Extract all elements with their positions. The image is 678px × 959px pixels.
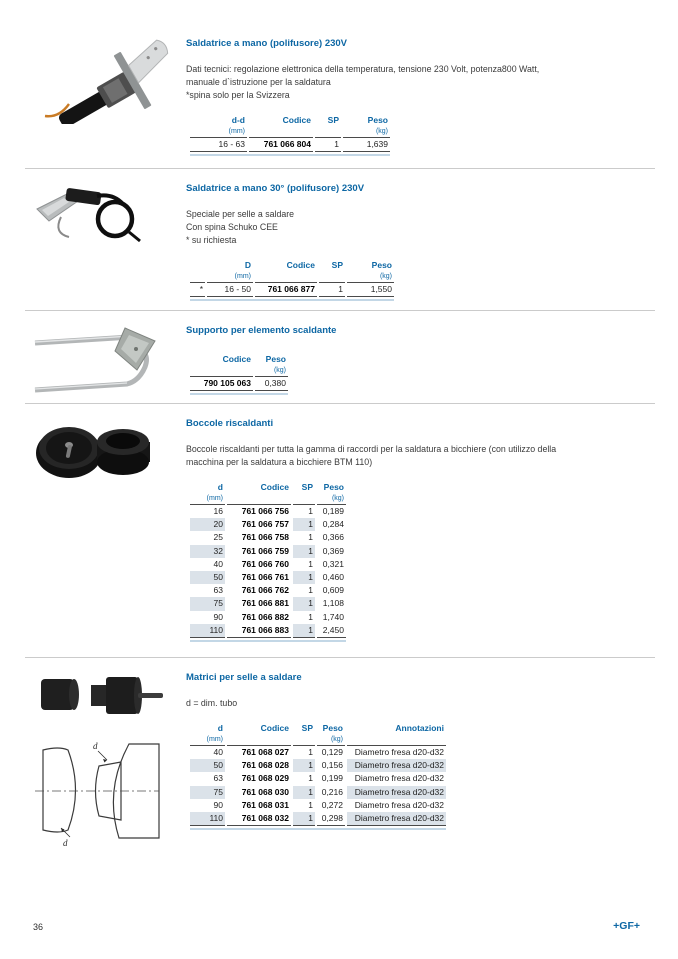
column-unit: (kg)	[346, 270, 394, 283]
table-cell: *	[190, 283, 206, 297]
column-header: Peso	[342, 112, 390, 125]
table-cell: 90	[213, 799, 223, 810]
column-header: Peso	[316, 479, 346, 492]
table-cell: 63	[213, 585, 223, 596]
description-line: *spina solo per la Svizzera	[186, 90, 290, 100]
column-header: Codice	[226, 720, 292, 733]
section-description	[186, 208, 655, 247]
table-cell: 1	[292, 597, 316, 610]
section-divider	[25, 657, 655, 658]
table-cell: 110	[190, 624, 226, 638]
table-cell: 1	[292, 772, 316, 785]
table-cell: 0,380	[254, 377, 288, 391]
section-content	[186, 670, 655, 854]
table-row	[190, 759, 446, 772]
section-description	[186, 697, 655, 710]
table-units-row	[190, 270, 394, 283]
table-cell: 0,609	[316, 584, 346, 597]
table-row	[190, 545, 346, 558]
section-boccole	[25, 416, 655, 642]
table-cell: 40	[213, 558, 223, 569]
brand-logo: +GF+	[613, 920, 640, 932]
table-cell: 761 066 758	[226, 531, 292, 544]
section-divider	[25, 310, 655, 311]
column-unit: (mm)	[206, 270, 254, 283]
section-description	[186, 443, 655, 469]
table-header-row	[190, 351, 288, 364]
table-cell: 0,321	[316, 558, 346, 571]
table-row	[190, 558, 346, 571]
table-cell: 761 066 804	[248, 138, 314, 152]
table-cell: 0,284	[316, 518, 346, 531]
table-bottom-accent-rule	[190, 154, 390, 156]
column-header: SP	[292, 720, 316, 733]
table-cell: 25	[213, 532, 223, 543]
table-header-row	[190, 257, 394, 270]
table-header-row	[190, 479, 346, 492]
table-cell: 1,550	[346, 283, 394, 297]
table-row	[190, 571, 346, 584]
table-cell: 1	[292, 584, 316, 597]
column-header: Codice	[222, 354, 251, 364]
table-cell: 0,366	[316, 531, 346, 544]
matrici-photo	[33, 670, 186, 722]
tool30-photo	[33, 181, 186, 247]
table-cell: 1	[292, 518, 316, 531]
column-header: SP	[292, 479, 316, 492]
table-cell: 90	[213, 611, 223, 622]
section-saldatrice-mano	[25, 36, 655, 156]
section-content	[186, 181, 655, 301]
table-cell: 63	[213, 773, 223, 784]
table-cell: 761 068 027	[226, 746, 292, 760]
product-image-column	[25, 670, 186, 854]
table-cell: Diametro fresa d20-d32	[346, 812, 446, 826]
table-cell: 1,740	[316, 611, 346, 624]
table-cell: Diametro fresa d20-d32	[346, 759, 446, 772]
table-cell: 50	[190, 759, 226, 772]
table-cell: 761 066 756	[226, 505, 292, 519]
product-table	[190, 257, 394, 297]
polyfuser-photo	[33, 36, 186, 124]
table-cell: 761 066 759	[226, 545, 292, 558]
section-divider	[25, 403, 655, 404]
table-cell: 0,156	[316, 759, 346, 772]
table-cell: 761 068 031	[226, 799, 292, 812]
product-image-column	[25, 323, 186, 399]
table-units-row	[190, 492, 346, 505]
table-cell: 1	[292, 531, 316, 544]
table-cell: 1	[292, 746, 316, 760]
product-table-wrap	[190, 112, 390, 156]
product-table	[190, 720, 446, 826]
section-title: Matrici per selle a saldare	[186, 672, 302, 683]
table-cell: 761 066 760	[226, 558, 292, 571]
table-cell: 1	[314, 138, 342, 152]
table-bottom-accent-rule	[190, 393, 288, 395]
column-unit: (kg)	[342, 125, 390, 138]
column-header: d	[217, 723, 223, 733]
description-line: Speciale per selle a saldare	[186, 209, 295, 219]
boccole-photo	[33, 416, 186, 482]
section-saldatrice-mano-30	[25, 181, 655, 301]
table-cell: 50	[190, 571, 226, 584]
product-table-wrap	[190, 351, 288, 395]
table-cell: 1	[292, 799, 316, 812]
table-cell: 1	[318, 283, 346, 297]
table-row	[190, 611, 346, 624]
table-units-row	[190, 125, 390, 138]
table-row	[190, 597, 346, 610]
table-cell: 1,639	[342, 138, 390, 152]
table-cell: 1	[292, 624, 316, 638]
section-matrici	[25, 670, 655, 854]
product-table-wrap	[190, 257, 394, 301]
table-cell: 761 068 029	[226, 772, 292, 785]
table-cell: 110	[190, 812, 226, 826]
table-cell: 761 066 881	[226, 597, 292, 610]
column-header: Peso	[254, 351, 288, 364]
table-cell: 1	[292, 611, 316, 624]
table-cell: 16	[213, 506, 223, 516]
column-unit: (mm)	[190, 492, 226, 505]
table-cell: Diametro fresa d20-d32	[346, 786, 446, 799]
svg-text:d: d	[63, 838, 68, 848]
table-row	[190, 584, 346, 597]
column-header: D	[206, 257, 254, 270]
table-cell: 1	[292, 545, 316, 558]
table-row	[190, 786, 446, 799]
description-line: Dati tecnici: regolazione elettronica della temperatura, tensione 230 Volt, potenza800 Watt,	[186, 64, 540, 74]
svg-text:d: d	[93, 741, 98, 751]
table-cell: 1	[292, 558, 316, 571]
column-unit	[226, 492, 292, 505]
section-supporto	[25, 323, 655, 399]
section-content	[186, 323, 655, 399]
table-cell: 0,129	[316, 746, 346, 760]
table-row	[190, 283, 394, 297]
supporto-photo	[33, 323, 186, 399]
table-cell: Diametro fresa d20-d32	[346, 799, 446, 812]
column-header	[190, 257, 206, 270]
section-content	[186, 36, 655, 156]
table-cell: 761 068 030	[226, 786, 292, 799]
table-header-row	[190, 720, 446, 733]
column-header: Codice	[254, 257, 318, 270]
table-cell: 32	[190, 545, 226, 558]
table-cell: 1	[292, 786, 316, 799]
table-cell: 761 066 883	[226, 624, 292, 638]
table-cell: 16 - 63	[190, 138, 248, 152]
column-unit	[254, 270, 318, 283]
column-unit	[346, 733, 446, 746]
section-description	[186, 63, 655, 102]
table-bottom-accent-rule	[190, 299, 394, 301]
description-line: d = dim. tubo	[186, 698, 238, 708]
table-cell: 761 068 032	[226, 812, 292, 826]
table-bottom-accent-rule	[190, 640, 346, 642]
column-header: d-d	[231, 115, 245, 125]
page-number: 36	[33, 922, 44, 932]
table-cell: 2,450	[316, 624, 346, 638]
product-image-column	[25, 181, 186, 301]
column-unit: (mm)	[190, 125, 248, 138]
table-cell: 20	[190, 518, 226, 531]
description-line: Boccole riscaldanti per tutta la gamma di raccordi per la saldatura a bicchiere (con utilizzo della	[186, 444, 557, 454]
table-units-row	[190, 364, 288, 377]
column-header: SP	[314, 112, 342, 125]
table-cell: 0,272	[316, 799, 346, 812]
column-header: d	[217, 482, 223, 492]
table-row	[190, 138, 390, 152]
table-cell: 761 066 761	[226, 571, 292, 584]
section-title: Saldatrice a mano (polifusore) 230V	[186, 38, 348, 49]
column-header: Codice	[248, 112, 314, 125]
table-cell: 75	[190, 786, 226, 799]
table-cell: 761 068 028	[226, 759, 292, 772]
table-row	[190, 531, 346, 544]
table-row	[190, 812, 446, 826]
product-table-wrap	[190, 479, 346, 642]
table-cell: 761 066 757	[226, 518, 292, 531]
description-line: macchina per la saldatura a bicchiere BTM 110)	[186, 457, 373, 467]
table-header-row	[190, 112, 390, 125]
column-unit: (kg)	[254, 364, 288, 377]
table-units-row	[190, 733, 446, 746]
table-cell: 16 - 50	[206, 283, 254, 297]
matrici-drawing	[33, 736, 186, 854]
table-cell: 1	[292, 571, 316, 584]
table-cell: 0,216	[316, 786, 346, 799]
column-header: SP	[318, 257, 346, 270]
product-image-column	[25, 416, 186, 642]
table-row	[190, 505, 346, 519]
product-table-wrap	[190, 720, 446, 830]
section-title: Supporto per elemento scaldante	[186, 325, 337, 336]
table-cell: 1,108	[316, 597, 346, 610]
table-row	[190, 746, 446, 760]
description-line: * su richiesta	[186, 235, 237, 245]
table-cell: 790 105 063	[190, 377, 254, 391]
column-header: Peso	[346, 257, 394, 270]
table-cell: 761 066 762	[226, 584, 292, 597]
section-divider	[25, 168, 655, 169]
column-unit	[292, 492, 316, 505]
table-cell: 0,460	[316, 571, 346, 584]
table-cell: 0,298	[316, 812, 346, 826]
column-header: Codice	[226, 479, 292, 492]
column-unit	[318, 270, 346, 283]
column-unit	[248, 125, 314, 138]
table-row	[190, 799, 446, 812]
table-bottom-accent-rule	[190, 828, 446, 830]
product-table	[190, 479, 346, 638]
table-cell: 0,199	[316, 772, 346, 785]
product-table	[190, 112, 390, 152]
column-unit	[292, 733, 316, 746]
table-cell: Diametro fresa d20-d32	[346, 746, 446, 760]
column-header: Peso	[316, 720, 346, 733]
column-unit	[314, 125, 342, 138]
column-unit: (mm)	[190, 733, 226, 746]
product-table	[190, 351, 288, 391]
table-cell: 1	[292, 505, 316, 519]
section-title: Boccole riscaldanti	[186, 418, 274, 429]
table-cell: 0,369	[316, 545, 346, 558]
description-line: manuale d`istruzione per la saldatura	[186, 77, 331, 87]
table-cell: Diametro fresa d20-d32	[346, 772, 446, 785]
table-cell: 1	[292, 812, 316, 826]
column-unit	[226, 733, 292, 746]
table-cell: 40	[213, 747, 223, 757]
column-unit	[190, 364, 254, 377]
section-content	[186, 416, 655, 642]
column-unit: (kg)	[316, 492, 346, 505]
description-line: Con spina Schuko CEE	[186, 222, 278, 232]
product-image-column	[25, 36, 186, 156]
table-row	[190, 518, 346, 531]
table-cell: 761 066 877	[254, 283, 318, 297]
column-unit	[190, 270, 206, 283]
table-cell: 75	[190, 597, 226, 610]
column-header: Annotazioni	[346, 720, 446, 733]
table-row	[190, 377, 288, 391]
section-title: Saldatrice a mano 30° (polifusore) 230V	[186, 183, 365, 194]
table-cell: 1	[292, 759, 316, 772]
table-cell: 0,189	[316, 505, 346, 519]
table-cell: 761 066 882	[226, 611, 292, 624]
table-row	[190, 624, 346, 638]
column-unit: (kg)	[316, 733, 346, 746]
table-row	[190, 772, 446, 785]
